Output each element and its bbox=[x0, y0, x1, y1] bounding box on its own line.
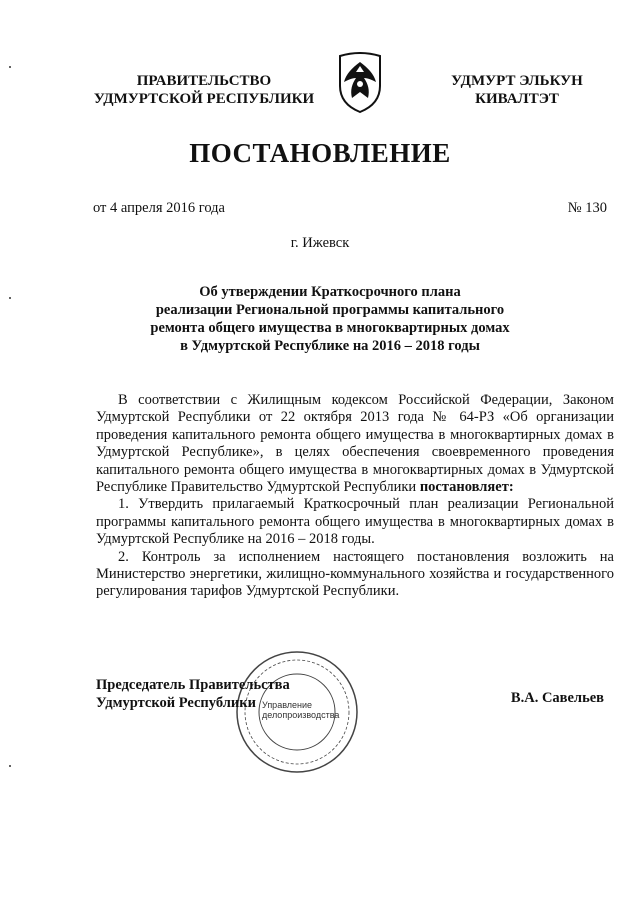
subject-line: в Удмуртской Республике на 2016 – 2018 годы bbox=[180, 338, 480, 354]
scan-mark bbox=[9, 765, 11, 767]
coat-of-arms-emblem-icon bbox=[334, 52, 386, 114]
header-left-line2: УДМУРТСКОЙ РЕСПУБЛИКИ bbox=[93, 91, 315, 107]
document-title: ПОСТАНОВЛЕНИЕ bbox=[189, 138, 451, 168]
document-date: от 4 апреля 2016 года bbox=[93, 200, 225, 216]
item-1-paragraph: 1. Утвердить прилагаемый Краткосрочный план реализации Региональной программы капитального ремонта общего имущества в многоквартирных домах в Удмуртской Республике на 2016 – 2018 годы. bbox=[96, 496, 614, 548]
subject-line: реализации Региональной программы капитального bbox=[155, 302, 505, 318]
document-number: № 130 bbox=[567, 200, 607, 216]
signatory-position-line2: Удмуртской Республики bbox=[96, 695, 256, 711]
header-right-line1: УДМУРТ ЭЛЬКУН bbox=[451, 73, 583, 89]
government-name-russian bbox=[84, 72, 324, 108]
item-2-paragraph: 2. Контроль за исполнением настоящего постановления возложить на Министерство энергетики, жилищно-коммунального хозяйства и государственного регулирования тарифов Удмуртской Республики. bbox=[96, 548, 614, 600]
preamble-bold: постановляет: bbox=[419, 479, 514, 496]
scan-mark bbox=[9, 297, 11, 299]
document-subject bbox=[100, 283, 560, 355]
preamble-paragraph bbox=[96, 392, 614, 496]
preamble-text: В соответствии с Жилищным кодексом Российской Федерации, Законом Удмуртской Республики от 22 октября 2013 года № 64-РЗ «Об организации проведения капитального ремонта общего имущества в многоквартирных домах в Удмуртской Республике», в целях обеспечения своевременного проведения капитального ремонта общего имущества в многоквартирных домах в Удмуртской Республике Правительство Удмуртской Республики bbox=[96, 392, 614, 496]
document-city: г. Ижевск bbox=[290, 235, 350, 251]
header-left-line1: ПРАВИТЕЛЬСТВО bbox=[136, 73, 272, 89]
subject-line: Об утверждении Краткосрочного плана bbox=[199, 284, 461, 300]
scan-mark bbox=[9, 66, 11, 68]
document-body bbox=[96, 392, 614, 601]
subject-line: ремонта общего имущества в многоквартирных домах bbox=[150, 320, 510, 336]
header-right-line2: КИВАЛТЭТ bbox=[475, 91, 559, 107]
signatory-name: В.А. Савельев bbox=[510, 690, 604, 706]
signatory-position-line1: Председатель Правительства bbox=[96, 677, 290, 693]
government-name-udmurt bbox=[428, 72, 606, 108]
stamp-line1: Управление bbox=[262, 700, 313, 710]
signatory-position bbox=[96, 676, 290, 712]
stamp-line2: делопроизводства bbox=[262, 710, 340, 720]
